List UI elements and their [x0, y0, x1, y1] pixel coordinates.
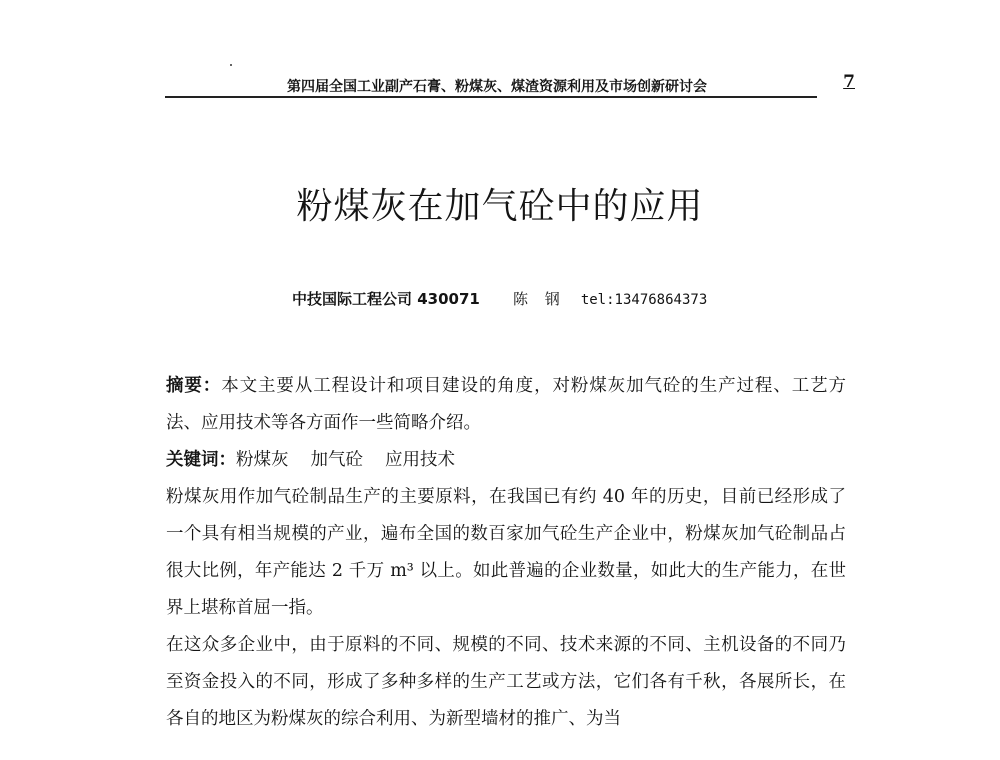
body-paragraph: 在这众多企业中，由于原料的不同、规模的不同、技术来源的不同、主机设备的不同乃至资金投入的不同，形成了多种多样的生产工艺或方法，它们各有千秋，各展所长，在各自的地区为粉煤灰的综合利用、为新型墙材的推广、为当	[166, 635, 846, 729]
keywords	[166, 442, 846, 479]
keyword: 加气砼	[310, 450, 363, 470]
keyword: 应用技术	[385, 450, 455, 470]
scan-speck	[230, 64, 232, 66]
body-paragraph: 粉煤灰用作加气砼制品生产的主要原料，在我国已有约 40 年的历史，目前已经形成了一个具有相当规模的产业，遍布全国的数百家加气砼生产企业中，粉煤灰加气砼制品占很大比例，年产能达 2 千万 m³ 以上。如此普遍的企业数量，如此大的生产能力，在世界上堪称首屈一指。	[166, 487, 846, 618]
journal-title: 第四届全国工业副产石膏、粉煤灰、煤渣资源利用及市场创新研讨会	[287, 79, 707, 95]
abstract-label: 摘要：	[166, 376, 222, 396]
byline	[292, 288, 707, 309]
author-organization: 中技国际工程公司 430071	[292, 290, 480, 308]
keywords-label: 关键词：	[166, 450, 236, 470]
header-rule	[165, 96, 817, 98]
author-telephone: tel:13476864373	[580, 292, 708, 308]
author-name: 陈 钢	[512, 290, 566, 308]
keyword: 粉煤灰	[236, 450, 289, 470]
running-header	[165, 72, 855, 100]
abstract	[166, 368, 846, 442]
page-number: 7	[843, 72, 855, 92]
abstract-text: 本文主要从工程设计和项目建设的角度，对粉煤灰加气砼的生产过程、工艺方法、应用技术等各方面作一些简略介绍。	[166, 376, 847, 433]
article-title: 粉煤灰在加气砼中的应用	[296, 186, 704, 227]
article-body	[166, 368, 846, 738]
